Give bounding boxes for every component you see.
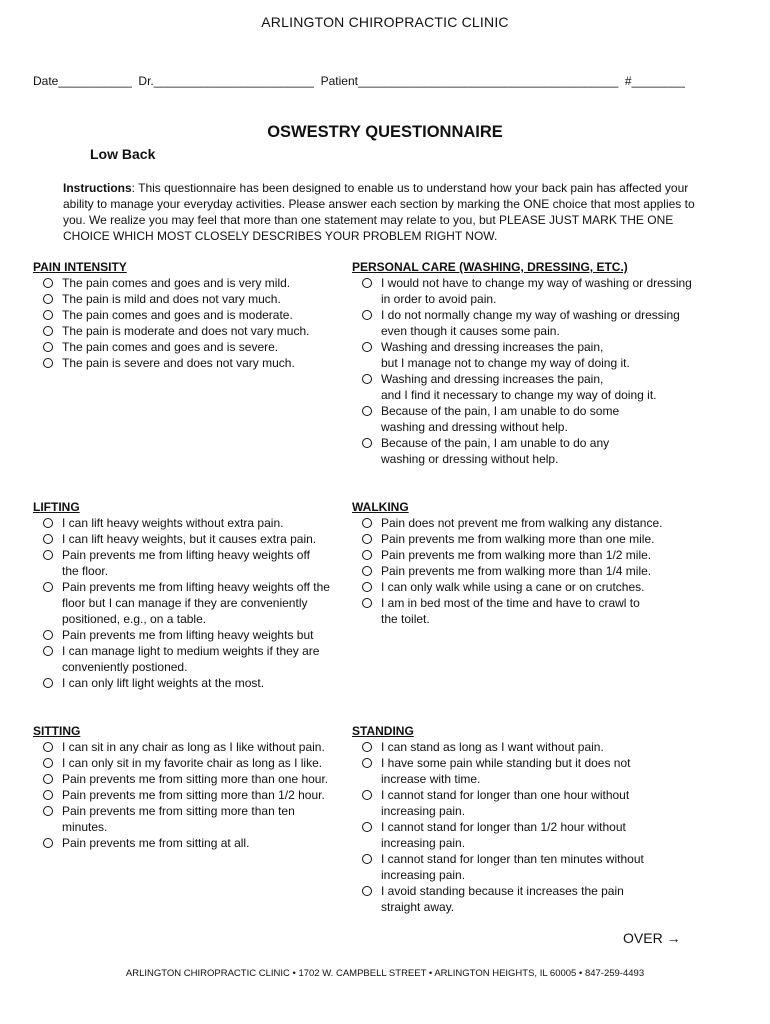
footer-address: ARLINGTON CHIROPRACTIC CLINIC • 1702 W. CAMPBELL STREET • ARLINGTON HEIGHTS, IL 60005 • 847-259-4493 <box>125 968 645 979</box>
answer-option[interactable] <box>352 339 712 371</box>
answer-option[interactable] <box>352 883 712 915</box>
option-text-line: The pain is severe and does not vary much. <box>62 356 295 370</box>
option-text-line: I can manage light to medium weights if they are <box>62 644 320 658</box>
answer-option[interactable] <box>352 563 712 579</box>
answer-option[interactable] <box>352 851 712 883</box>
option-text-line: increasing pain. <box>381 836 466 850</box>
over-label: OVER → <box>623 930 681 946</box>
answer-option[interactable] <box>33 803 353 835</box>
option-text-line: increasing pain. <box>381 804 466 818</box>
option-text-line: I am in bed most of the time and have to crawl to <box>381 596 640 610</box>
instructions <box>63 180 703 244</box>
clinic-name: ARLINGTON CHIROPRACTIC CLINIC <box>261 14 509 30</box>
radio-circle-icon[interactable] <box>43 294 53 304</box>
section-heading: WALKING <box>352 500 409 514</box>
answer-option[interactable] <box>33 275 353 291</box>
answer-option[interactable] <box>352 531 712 547</box>
option-text-line: Pain prevents me from sitting more than ten <box>62 804 295 818</box>
option-text-line: Pain prevents me from sitting more than one hour. <box>62 772 329 786</box>
radio-circle-icon[interactable] <box>43 550 53 560</box>
radio-circle-icon[interactable] <box>362 598 372 608</box>
section-heading: SITTING <box>33 724 81 738</box>
answer-option[interactable] <box>33 675 353 691</box>
option-text-line: The pain comes and goes and is severe. <box>62 340 279 354</box>
answer-option[interactable] <box>33 531 353 547</box>
option-text-line: Because of the pain, I am unable to do any <box>381 436 610 450</box>
option-text-line: Pain prevents me from sitting at all. <box>62 836 250 850</box>
instructions-text: : This questionnaire has been designed to enable us to understand how your back pain has affected your ability to manage your everyday activities. Please answer each section by marking the ONE choice that most applies to you. We realize you may feel that more than one statement may relate to you, but PLEASE JUST MARK THE ONE CHOICE WHICH MOST CLOSELY DESCRIBES YOUR PROBLEM RIGHT NOW. <box>63 181 695 243</box>
radio-circle-icon[interactable] <box>362 550 372 560</box>
radio-circle-icon[interactable] <box>362 278 372 288</box>
radio-circle-icon[interactable] <box>43 838 53 848</box>
radio-circle-icon[interactable] <box>362 534 372 544</box>
answer-option[interactable] <box>33 771 353 787</box>
radio-circle-icon[interactable] <box>43 742 53 752</box>
option-text-line: in order to avoid pain. <box>381 292 497 306</box>
patient-info-line[interactable]: Date___________ Dr.________________________ Patient_______________________________________ #________ <box>33 74 685 88</box>
option-text-line: Pain prevents me from walking more than 1/2 mile. <box>381 548 652 562</box>
option-text-line: I can only lift light weights at the most. <box>62 676 265 690</box>
option-text-line: Pain prevents me from walking more than 1/4 mile. <box>381 564 652 578</box>
radio-circle-icon[interactable] <box>362 742 372 752</box>
option-text-line: I can stand as long as I want without pain. <box>381 740 604 754</box>
answer-option[interactable] <box>352 787 712 819</box>
answer-option[interactable] <box>352 435 712 467</box>
section-personal-care <box>352 259 712 467</box>
radio-circle-icon[interactable] <box>362 438 372 448</box>
option-text-line: The pain comes and goes and is very mild. <box>62 276 291 290</box>
answer-option[interactable] <box>33 323 353 339</box>
section-pain-intensity <box>33 259 353 371</box>
answer-option[interactable] <box>352 547 712 563</box>
option-text-line: I can lift heavy weights without extra pain. <box>62 516 284 530</box>
radio-circle-icon[interactable] <box>362 758 372 768</box>
section-standing <box>352 723 712 915</box>
option-text-line: increasing pain. <box>381 868 466 882</box>
answer-option[interactable] <box>33 739 353 755</box>
radio-circle-icon[interactable] <box>43 582 53 592</box>
option-text-line: I cannot stand for longer than ten minutes without <box>381 852 644 866</box>
option-text-line: washing and dressing without help. <box>381 420 568 434</box>
answer-option[interactable] <box>352 739 712 755</box>
radio-circle-icon[interactable] <box>43 678 53 688</box>
section-heading: LIFTING <box>33 500 80 514</box>
answer-option[interactable] <box>33 755 353 771</box>
option-text-line: floor but I can manage if they are conveniently <box>62 596 308 610</box>
option-text-line: Pain prevents me from lifting heavy weights off the <box>62 580 330 594</box>
radio-circle-icon[interactable] <box>362 854 372 864</box>
section-heading: PERSONAL CARE (WASHING, DRESSING, ETC.) <box>352 260 628 274</box>
answer-option[interactable] <box>352 595 712 627</box>
radio-circle-icon[interactable] <box>362 822 372 832</box>
radio-circle-icon[interactable] <box>43 342 53 352</box>
option-text-line: the floor. <box>62 564 109 578</box>
option-text-line: even though it causes some pain. <box>381 324 560 338</box>
radio-circle-icon[interactable] <box>43 806 53 816</box>
radio-circle-icon[interactable] <box>43 310 53 320</box>
answer-option[interactable] <box>33 643 353 675</box>
option-text-line: positioned, e.g., on a table. <box>62 612 207 626</box>
option-text-line: I do not normally change my way of washing or dressing <box>381 308 680 322</box>
option-text-line: I would not have to change my way of washing or dressing <box>381 276 692 290</box>
option-text-line: Because of the pain, I am unable to do some <box>381 404 620 418</box>
option-text-line: I can lift heavy weights, but it causes extra pain. <box>62 532 317 546</box>
option-text-line: washing or dressing without help. <box>381 452 559 466</box>
option-text-line: the toilet. <box>381 612 430 626</box>
radio-circle-icon[interactable] <box>43 758 53 768</box>
option-text-line: The pain is moderate and does not vary much. <box>62 324 310 338</box>
option-text-line: Pain prevents me from sitting more than 1/2 hour. <box>62 788 325 802</box>
answer-option[interactable] <box>33 307 353 323</box>
section-lifting <box>33 499 353 691</box>
radio-circle-icon[interactable] <box>43 774 53 784</box>
option-text-line: straight away. <box>381 900 455 914</box>
radio-circle-icon[interactable] <box>362 790 372 800</box>
answer-option[interactable] <box>33 515 353 531</box>
option-text-line: The pain is mild and does not vary much. <box>62 292 281 306</box>
answer-option[interactable] <box>352 819 712 851</box>
option-text-line: Pain does not prevent me from walking any distance. <box>381 516 663 530</box>
option-text-line: Pain prevents me from lifting heavy weights off <box>62 548 310 562</box>
radio-circle-icon[interactable] <box>362 406 372 416</box>
option-text-line: but I manage not to change my way of doing it. <box>381 356 630 370</box>
option-text-line: Pain prevents me from walking more than one mile. <box>381 532 655 546</box>
radio-circle-icon[interactable] <box>362 518 372 528</box>
option-text-line: I cannot stand for longer than 1/2 hour without <box>381 820 626 834</box>
option-text-line: I cannot stand for longer than one hour without <box>381 788 630 802</box>
radio-circle-icon[interactable] <box>362 374 372 384</box>
answer-option[interactable] <box>352 755 712 787</box>
option-text-line: increase with time. <box>381 772 481 786</box>
radio-circle-icon[interactable] <box>43 326 53 336</box>
radio-circle-icon[interactable] <box>362 886 372 896</box>
option-text-line: I can sit in any chair as long as I like without pain. <box>62 740 325 754</box>
radio-circle-icon[interactable] <box>362 582 372 592</box>
radio-circle-icon[interactable] <box>43 630 53 640</box>
option-text-line: I have some pain while standing but it does not <box>381 756 631 770</box>
answer-option[interactable] <box>33 355 353 371</box>
answer-option[interactable] <box>33 787 353 803</box>
option-text-line: minutes. <box>62 820 108 834</box>
page-title: OSWESTRY QUESTIONNAIRE <box>267 123 503 141</box>
option-text-line: I can only walk while using a cane or on crutches. <box>381 580 645 594</box>
option-text-line: I can only sit in my favorite chair as long as I like. <box>62 756 323 770</box>
radio-circle-icon[interactable] <box>362 342 372 352</box>
option-text-line: Washing and dressing increases the pain, <box>381 340 604 354</box>
answer-option[interactable] <box>352 403 712 435</box>
answer-option[interactable] <box>352 307 712 339</box>
answer-option[interactable] <box>33 291 353 307</box>
radio-circle-icon[interactable] <box>362 566 372 576</box>
answer-option[interactable] <box>33 835 353 851</box>
option-text-line: Pain prevents me from lifting heavy weights but <box>62 628 314 642</box>
section-sitting <box>33 723 353 851</box>
page-subtitle: Low Back <box>90 146 156 162</box>
radio-circle-icon[interactable] <box>43 790 53 800</box>
option-text-line: conveniently postioned. <box>62 660 188 674</box>
radio-circle-icon[interactable] <box>43 358 53 368</box>
section-heading: PAIN INTENSITY <box>33 260 127 274</box>
radio-circle-icon[interactable] <box>43 646 53 656</box>
option-text-line: I avoid standing because it increases the pain <box>381 884 624 898</box>
radio-circle-icon[interactable] <box>362 310 372 320</box>
instructions-label: Instructions <box>63 181 132 195</box>
answer-option[interactable] <box>33 627 353 643</box>
option-text-line: Washing and dressing increases the pain, <box>381 372 604 386</box>
radio-circle-icon[interactable] <box>43 534 53 544</box>
answer-option[interactable] <box>352 515 712 531</box>
option-text-line: The pain comes and goes and is moderate. <box>62 308 293 322</box>
radio-circle-icon[interactable] <box>43 278 53 288</box>
radio-circle-icon[interactable] <box>43 518 53 528</box>
answer-option[interactable] <box>33 339 353 355</box>
answer-option[interactable] <box>352 371 712 403</box>
answer-option[interactable] <box>33 579 353 627</box>
answer-option[interactable] <box>33 547 353 579</box>
answer-option[interactable] <box>352 579 712 595</box>
option-text-line: and I find it necessary to change my way of doing it. <box>381 388 657 402</box>
answer-option[interactable] <box>352 275 712 307</box>
section-heading: STANDING <box>352 724 414 738</box>
section-walking <box>352 499 712 627</box>
